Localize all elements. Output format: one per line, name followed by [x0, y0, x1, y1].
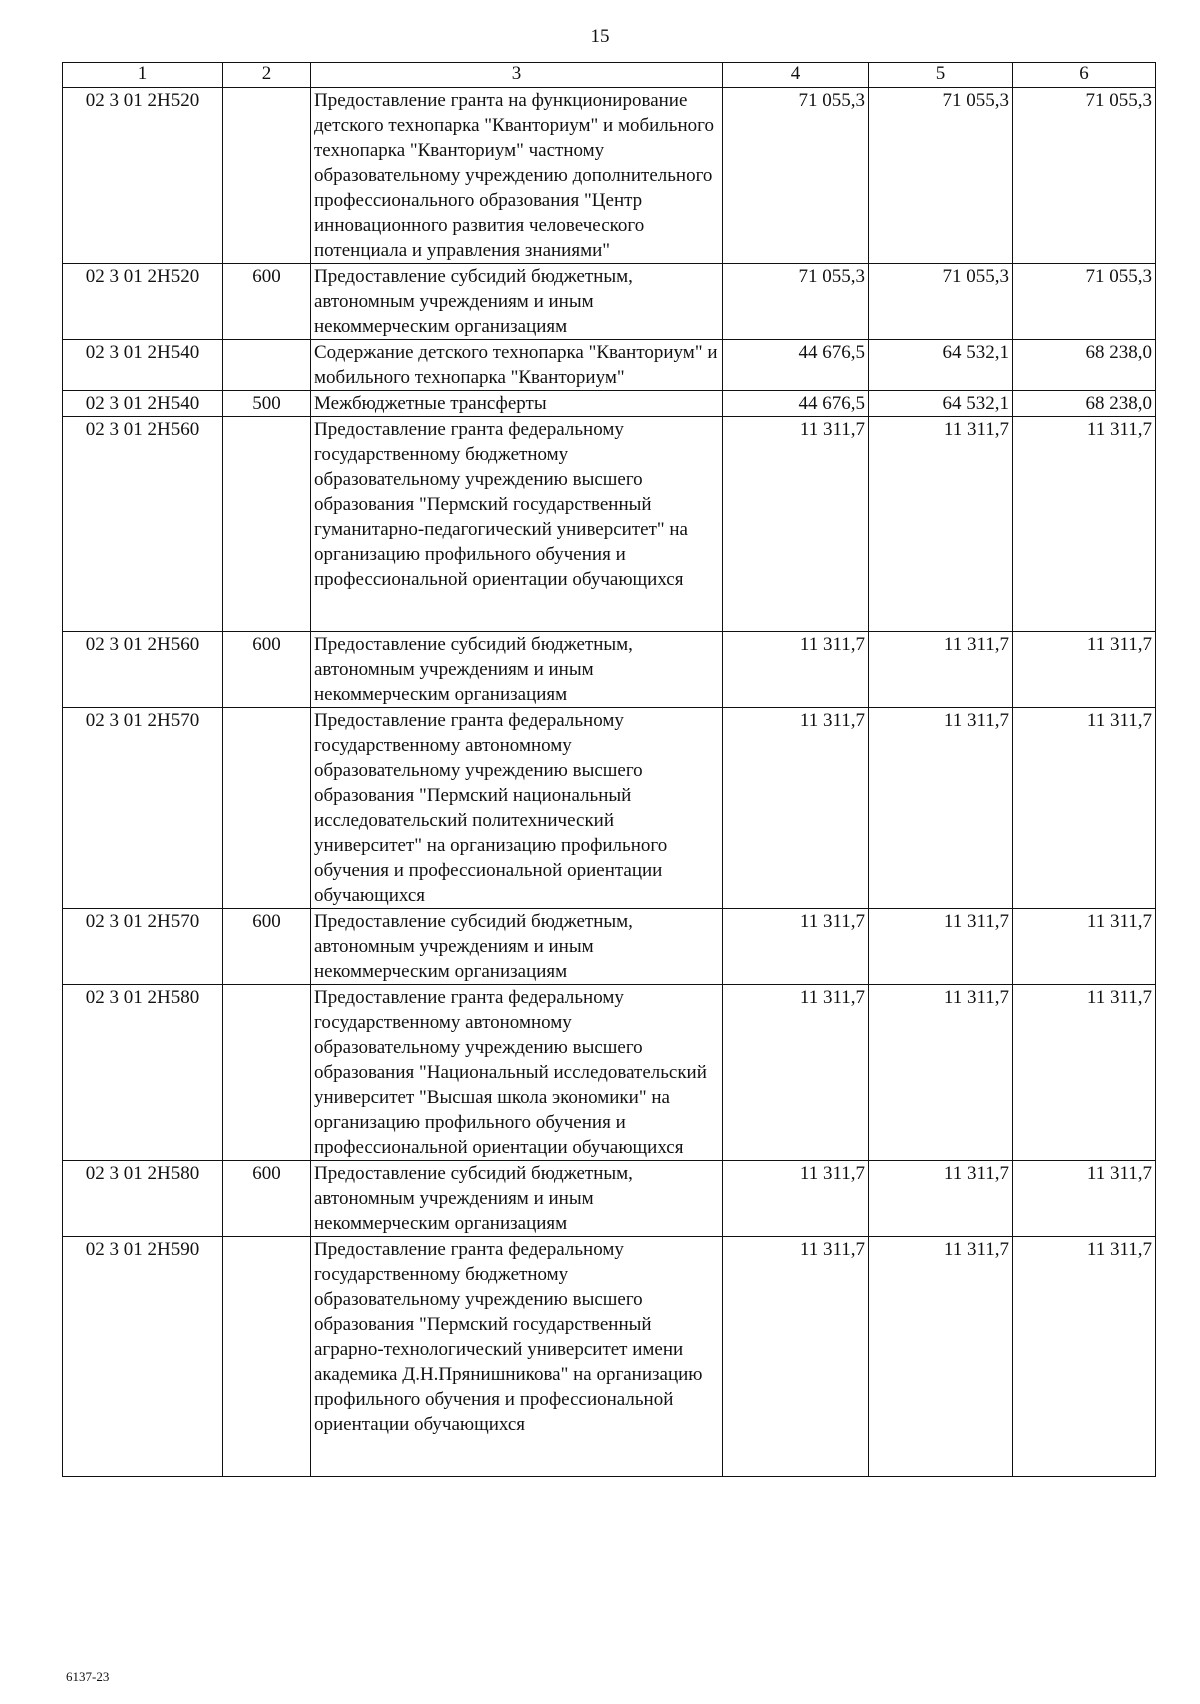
- table-row: [63, 708, 1156, 909]
- header-col-5: 5: [869, 63, 1013, 88]
- row-name: Предоставление гранта федеральному государственному бюджетному образовательному учреждению высшего образования "Пермский государственный гуманитарно-педагогический университет" на организацию профильного обучения и профессиональной ориентации обучающихся: [311, 417, 723, 632]
- row-type: [223, 985, 311, 1161]
- row-value-4: 11 311,7: [723, 909, 869, 985]
- row-value-6: 68 238,0: [1013, 340, 1156, 391]
- row-value-4: 71 055,3: [723, 88, 869, 264]
- row-value-4: 11 311,7: [723, 632, 869, 708]
- row-value-6: 71 055,3: [1013, 264, 1156, 340]
- row-value-4: 11 311,7: [723, 1237, 869, 1477]
- row-value-5: 11 311,7: [869, 909, 1013, 985]
- row-code: 02 3 01 2Н580: [63, 985, 223, 1161]
- row-code: 02 3 01 2Н540: [63, 340, 223, 391]
- table-row: [63, 88, 1156, 264]
- row-code: 02 3 01 2Н590: [63, 1237, 223, 1477]
- row-type: [223, 88, 311, 264]
- table-row: [63, 340, 1156, 391]
- row-code: 02 3 01 2Н540: [63, 391, 223, 417]
- table-row: [63, 1237, 1156, 1477]
- row-name: Предоставление субсидий бюджетным, автономным учреждениям и иным некоммерческим организациям: [311, 264, 723, 340]
- row-value-4: 11 311,7: [723, 985, 869, 1161]
- row-type: [223, 1237, 311, 1477]
- table-row: [63, 417, 1156, 632]
- row-value-6: 11 311,7: [1013, 985, 1156, 1161]
- row-code: 02 3 01 2Н570: [63, 708, 223, 909]
- row-name: Содержание детского технопарка "Кванториум" и мобильного технопарка "Кванториум": [311, 340, 723, 391]
- row-value-4: 11 311,7: [723, 417, 869, 632]
- row-type: [223, 417, 311, 632]
- row-value-6: 11 311,7: [1013, 909, 1156, 985]
- row-type: 600: [223, 1161, 311, 1237]
- row-value-5: 11 311,7: [869, 1161, 1013, 1237]
- row-value-5: 11 311,7: [869, 985, 1013, 1161]
- row-value-6: 71 055,3: [1013, 88, 1156, 264]
- row-value-6: 11 311,7: [1013, 417, 1156, 632]
- row-code: 02 3 01 2Н560: [63, 632, 223, 708]
- table-row: [63, 391, 1156, 417]
- table-row: [63, 632, 1156, 708]
- row-name: Предоставление гранта федеральному государственному автономному образовательному учреждению высшего образования "Пермский национальный исследовательский политехнический университет" на организацию профильного обучения и профессиональной ориентации обучающихся: [311, 708, 723, 909]
- table-row: [63, 1161, 1156, 1237]
- row-value-4: 44 676,5: [723, 340, 869, 391]
- row-value-5: 11 311,7: [869, 708, 1013, 909]
- budget-table: [62, 62, 1156, 1477]
- row-value-6: 11 311,7: [1013, 708, 1156, 909]
- row-value-5: 64 532,1: [869, 391, 1013, 417]
- row-value-5: 11 311,7: [869, 417, 1013, 632]
- table-row: [63, 264, 1156, 340]
- document-code: 6137-23: [66, 1669, 110, 1684]
- row-value-6: 11 311,7: [1013, 632, 1156, 708]
- row-name: Предоставление субсидий бюджетным, автономным учреждениям и иным некоммерческим организациям: [311, 1161, 723, 1237]
- row-name: Предоставление гранта на функционирование детского технопарка "Кванториум" и мобильного технопарка "Кванториум" частному образовательному учреждению дополнительного профессионального образования "Центр инновационного развития человеческого потенциала и управления знаниями": [311, 88, 723, 264]
- row-name: Предоставление субсидий бюджетным, автономным учреждениям и иным некоммерческим организациям: [311, 632, 723, 708]
- row-code: 02 3 01 2Н560: [63, 417, 223, 632]
- row-code: 02 3 01 2Н570: [63, 909, 223, 985]
- row-name: Предоставление гранта федеральному государственному бюджетному образовательному учреждению высшего образования "Пермский государственный аграрно-технологический университет имени академика Д.Н.Прянишникова" на организацию профильного обучения и профессиональной ориентации обучающихся: [311, 1237, 723, 1477]
- row-code: 02 3 01 2Н580: [63, 1161, 223, 1237]
- row-type: 600: [223, 264, 311, 340]
- row-value-5: 71 055,3: [869, 264, 1013, 340]
- page-number: 15: [590, 26, 610, 47]
- row-value-6: 11 311,7: [1013, 1161, 1156, 1237]
- row-value-6: 68 238,0: [1013, 391, 1156, 417]
- table-row: [63, 909, 1156, 985]
- row-value-5: 11 311,7: [869, 1237, 1013, 1477]
- header-col-3: 3: [311, 63, 723, 88]
- row-value-5: 71 055,3: [869, 88, 1013, 264]
- row-value-5: 11 311,7: [869, 632, 1013, 708]
- row-type: 600: [223, 632, 311, 708]
- row-code: 02 3 01 2Н520: [63, 88, 223, 264]
- row-code: 02 3 01 2Н520: [63, 264, 223, 340]
- row-value-4: 71 055,3: [723, 264, 869, 340]
- row-name: Предоставление субсидий бюджетным, автономным учреждениям и иным некоммерческим организациям: [311, 909, 723, 985]
- row-type: [223, 708, 311, 909]
- row-type: 500: [223, 391, 311, 417]
- header-col-6: 6: [1013, 63, 1156, 88]
- row-type: 600: [223, 909, 311, 985]
- row-type: [223, 340, 311, 391]
- row-value-4: 11 311,7: [723, 1161, 869, 1237]
- row-value-5: 64 532,1: [869, 340, 1013, 391]
- row-value-6: 11 311,7: [1013, 1237, 1156, 1477]
- table-row: [63, 985, 1156, 1161]
- row-value-4: 44 676,5: [723, 391, 869, 417]
- header-col-2: 2: [223, 63, 311, 88]
- header-col-1: 1: [63, 63, 223, 88]
- row-name: Межбюджетные трансферты: [311, 391, 723, 417]
- header-row: [63, 63, 1156, 88]
- header-col-4: 4: [723, 63, 869, 88]
- row-value-4: 11 311,7: [723, 708, 869, 909]
- row-name: Предоставление гранта федеральному государственному автономному образовательному учреждению высшего образования "Национальный исследовательский университет "Высшая школа экономики" на организацию профильного обучения и профессиональной ориентации обучающихся: [311, 985, 723, 1161]
